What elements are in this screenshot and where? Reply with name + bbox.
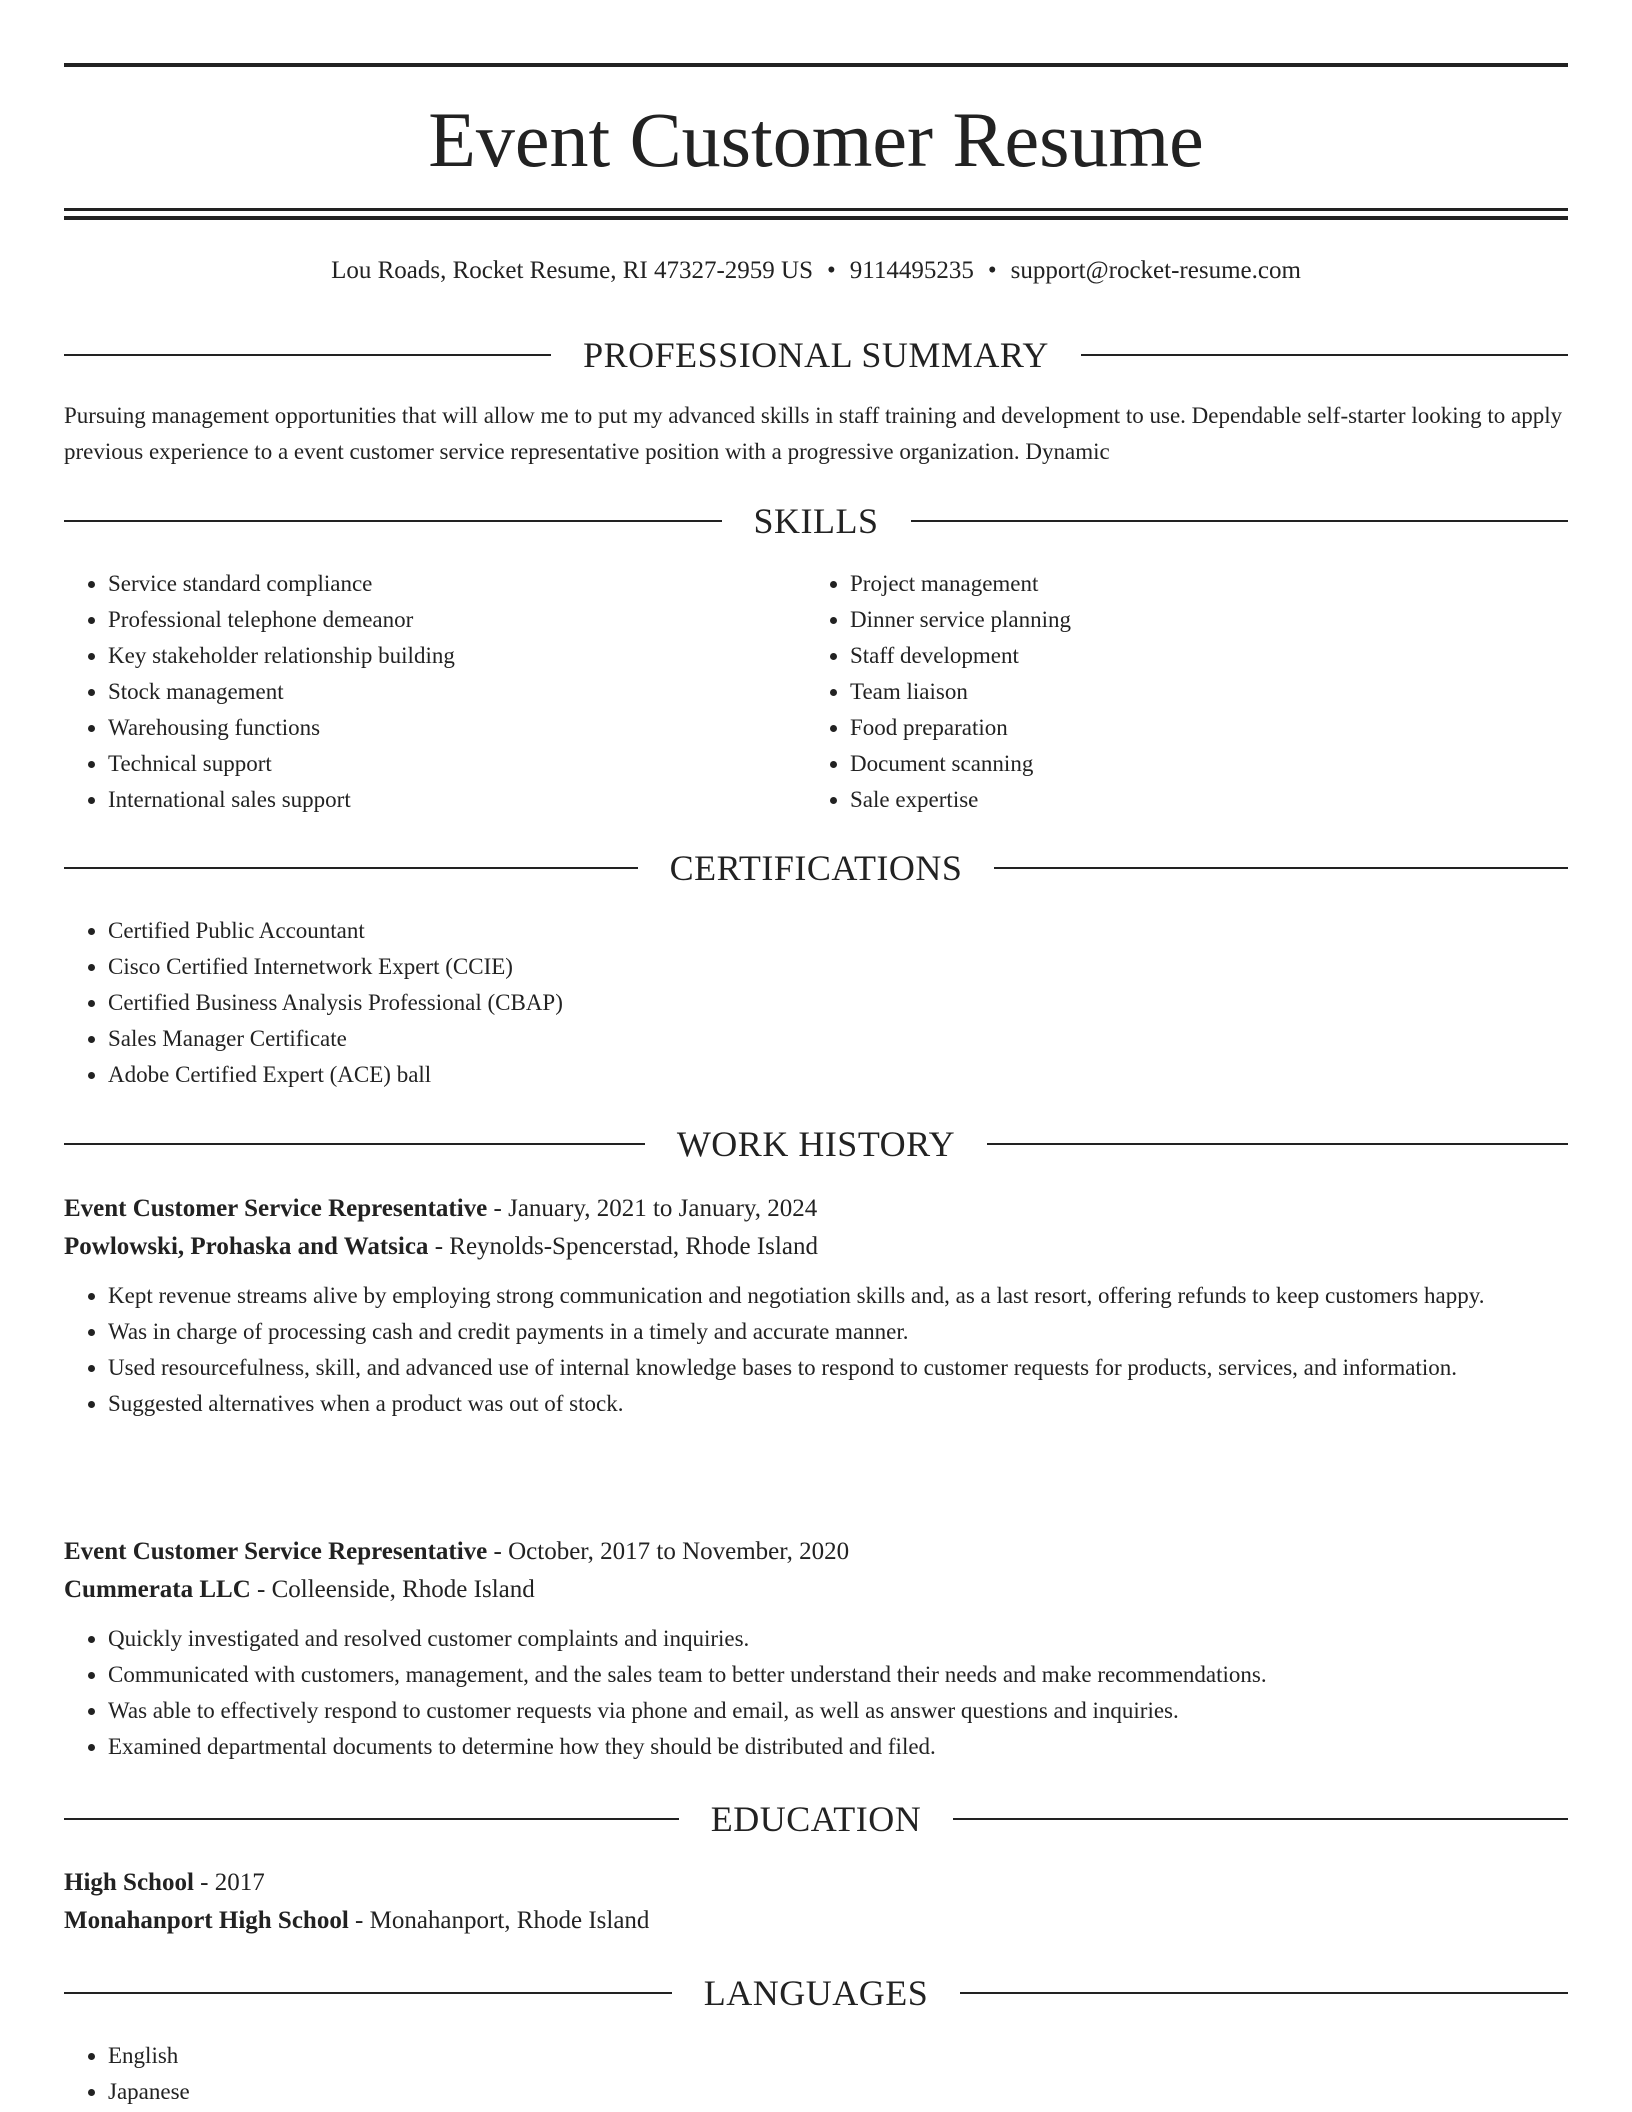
job-entry-1 [64, 1190, 1568, 1422]
section-rule [64, 354, 551, 356]
section-title-certifications: CERTIFICATIONS [669, 848, 963, 888]
job-dates: - October, 2017 to November, 2020 [487, 1538, 850, 1565]
summary-text: Pursuing management opportunities that will allow me to put my advanced skills in staff training and development to use. Dependable self-starter looking to apply previous experience to a event customer service representative position with a progressive organization. Dynamic [64, 403, 1563, 464]
list-item: • Food preparation [850, 710, 1506, 746]
section-rule [64, 1992, 672, 1994]
list-item: • Team liaison [850, 674, 1506, 710]
certifications-block [64, 913, 964, 1093]
job-dates: - January, 2021 to January, 2024 [487, 1195, 818, 1222]
list-item: • Professional telephone demeanor [108, 602, 764, 638]
list-item: • Dinner service planning [850, 602, 1506, 638]
section-title-summary: PROFESSIONAL SUMMARY [583, 335, 1049, 375]
contact-email: support@rocket-resume.com [1010, 257, 1301, 284]
education-degree: High School [64, 1869, 194, 1896]
job-location: - Reynolds-Spencerstad, Rhode Island [428, 1233, 818, 1260]
job-company: Cummerata LLC [64, 1576, 251, 1603]
list-item: • English [108, 2038, 864, 2074]
list-item: • Key stakeholder relationship building [108, 638, 764, 674]
education-entry [64, 1864, 1568, 1940]
section-rule [987, 1143, 1568, 1145]
section-rule [994, 867, 1568, 869]
section-header-summary [64, 333, 1568, 377]
list-item: • Staff development [850, 638, 1506, 674]
job-title: Event Customer Service Representative [64, 1538, 488, 1565]
list-item: • Document scanning [850, 746, 1506, 782]
contact-separator: • [987, 257, 997, 284]
skills-list-right [806, 566, 1506, 818]
section-rule [64, 867, 638, 869]
contact-phone: 9114495235 [849, 257, 974, 284]
skills-list-left [64, 566, 764, 818]
list-item: • Kept revenue streams alive by employing strong communication and negotiation skills and, as a last resort, offering refunds to keep customers happy. [108, 1278, 1568, 1314]
list-item: • Japanese [108, 2074, 864, 2110]
contact-address: Lou Roads, Rocket Resume, RI 47327-2959 US [331, 257, 813, 284]
list-item: • Was able to effectively respond to customer requests via phone and email, as well as answer questions and inquiries. [108, 1693, 1568, 1729]
list-item: • Examined departmental documents to determine how they should be distributed and filed. [108, 1729, 1568, 1765]
list-item: • Was in charge of processing cash and credit payments in a timely and accurate manner. [108, 1314, 1568, 1350]
contact-line [64, 254, 1568, 288]
job-company-line [64, 1228, 1568, 1266]
list-item: • Stock management [108, 674, 764, 710]
job-location: - Colleenside, Rhode Island [250, 1576, 535, 1603]
job-entry-2 [64, 1533, 1568, 1765]
section-title-languages: LANGUAGES [703, 1973, 929, 2013]
section-rule [953, 1818, 1568, 1820]
list-item: • Sales Manager Certificate [108, 1021, 964, 1057]
education-year: - 2017 [193, 1869, 265, 1896]
section-rule [64, 520, 722, 522]
section-header-languages [64, 1971, 1568, 2015]
languages-block [64, 2038, 864, 2110]
skills-right-column [806, 566, 1506, 818]
section-header-education [64, 1797, 1568, 1841]
list-item: • International sales support [108, 782, 764, 818]
top-rule [64, 63, 1568, 67]
section-title-skills: SKILLS [753, 501, 879, 541]
section-rule [960, 1992, 1568, 1994]
section-title-education: EDUCATION [710, 1799, 922, 1839]
resume-title: Event Customer Resume [428, 96, 1204, 183]
title-rule-lower [64, 216, 1568, 220]
education-school: Monahanport High School [64, 1907, 349, 1934]
list-item: • Cisco Certified Internetwork Expert (CCIE) [108, 949, 964, 985]
list-item: • Technical support [108, 746, 764, 782]
section-header-certifications [64, 846, 1568, 890]
section-header-work [64, 1122, 1568, 1166]
education-location: - Monahanport, Rhode Island [348, 1907, 650, 1934]
list-item: • Warehousing functions [108, 710, 764, 746]
title-rule-upper [64, 208, 1568, 211]
contact-separator: • [827, 257, 836, 284]
list-item: • Service standard compliance [108, 566, 764, 602]
job-company-line [64, 1571, 1568, 1609]
certifications-list [64, 913, 964, 1093]
languages-list [64, 2038, 864, 2110]
list-item: • Quickly investigated and resolved customer complaints and inquiries. [108, 1621, 1568, 1657]
section-rule [64, 1143, 645, 1145]
job-bullets [64, 1278, 1568, 1422]
section-rule [64, 1818, 679, 1820]
skills-left-column [64, 566, 764, 818]
job-title-line [64, 1533, 1568, 1571]
list-item: • Communicated with customers, management, and the sales team to better understand their needs and make recommendations. [108, 1657, 1568, 1693]
section-rule [911, 520, 1569, 522]
job-company: Powlowski, Prohaska and Watsica [64, 1233, 429, 1260]
job-title-line [64, 1190, 1568, 1228]
list-item: • Used resourcefulness, skill, and advanced use of internal knowledge bases to respond to customer requests for products, services, and information. [108, 1350, 1568, 1386]
list-item: • Adobe Certified Expert (ACE) ball [108, 1057, 964, 1093]
job-title: Event Customer Service Representative [64, 1195, 488, 1222]
list-item: • Certified Public Accountant [108, 913, 964, 949]
list-item: • Project management [850, 566, 1506, 602]
section-rule [1081, 354, 1568, 356]
education-school-line [64, 1902, 1568, 1940]
education-degree-line [64, 1864, 1568, 1902]
list-item: • Sale expertise [850, 782, 1506, 818]
section-header-skills [64, 499, 1568, 543]
job-bullets [64, 1621, 1568, 1765]
section-title-work: WORK HISTORY [676, 1124, 956, 1164]
list-item: • Suggested alternatives when a product was out of stock. [108, 1386, 1568, 1422]
list-item: • Certified Business Analysis Professional (CBAP) [108, 985, 964, 1021]
